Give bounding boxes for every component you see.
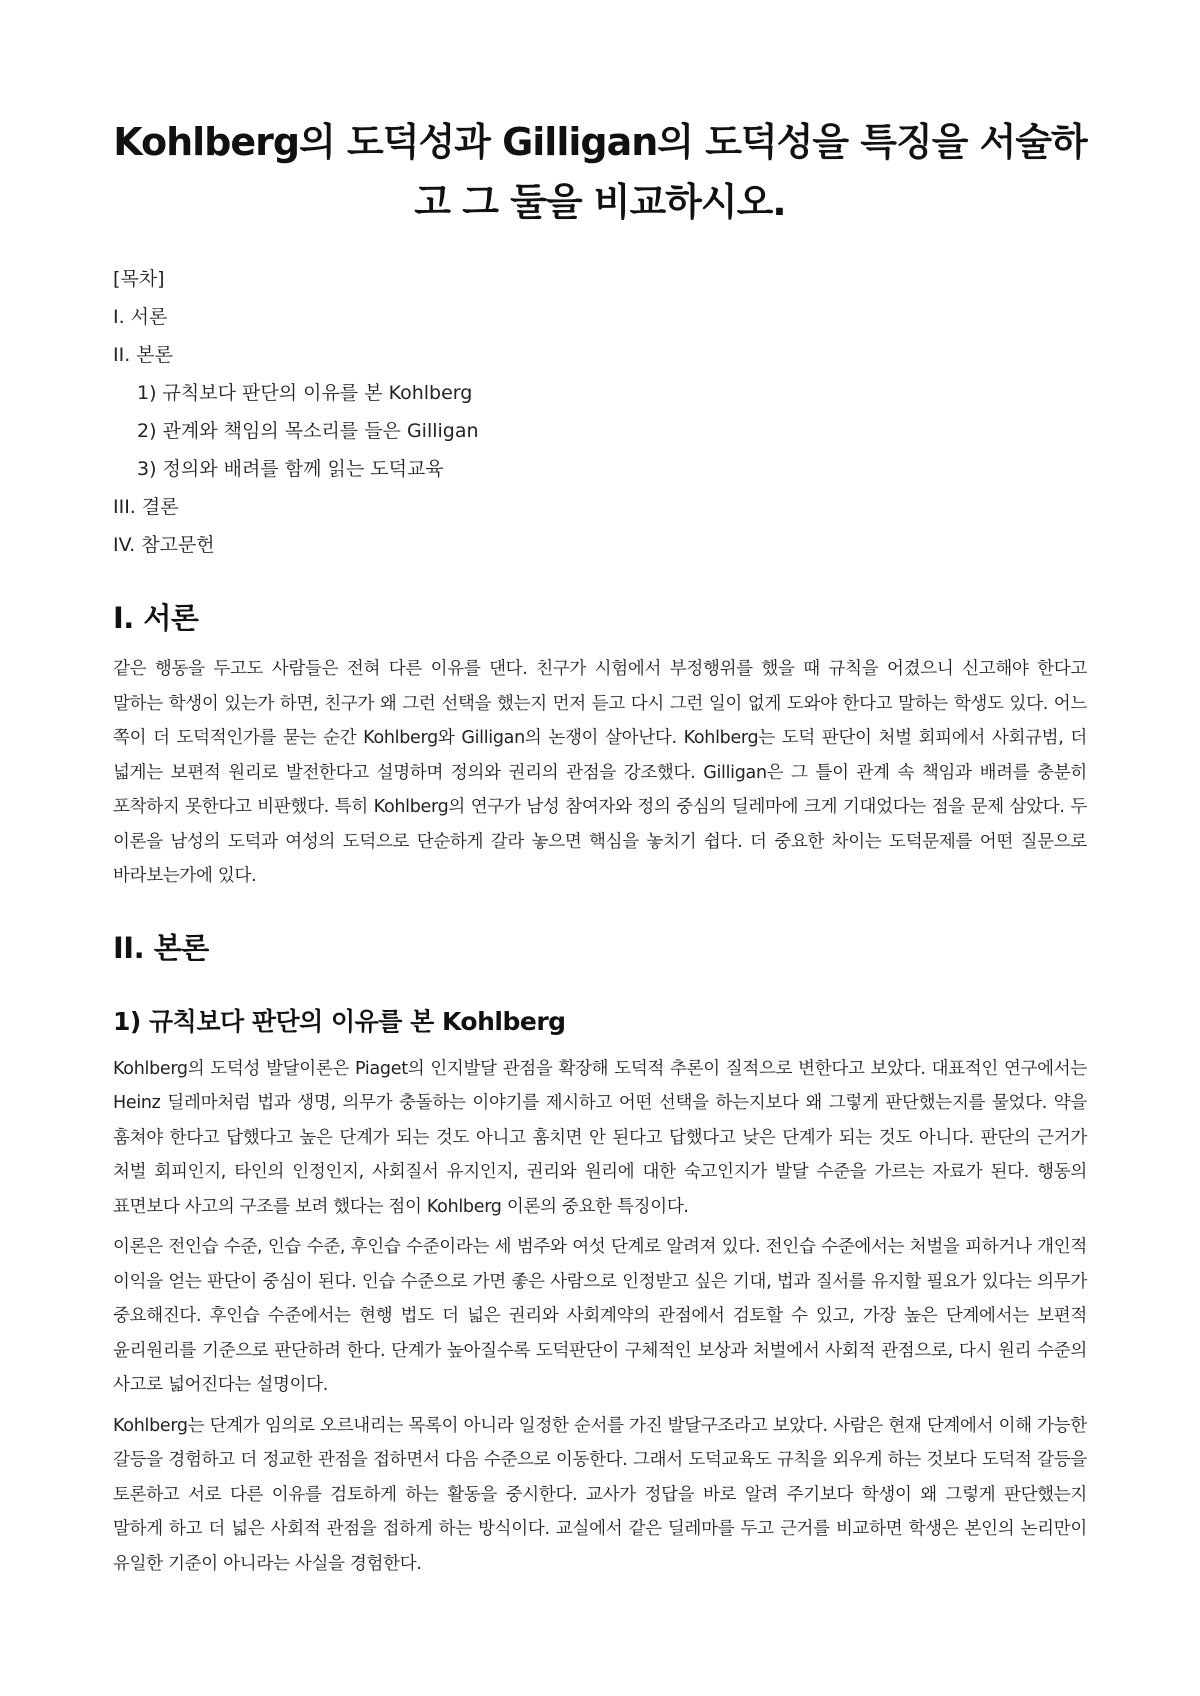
kohlberg-paragraph-1: Kohlberg의 도덕성 발달이론은 Piaget의 인지발달 관점을 확장해 도덕적 추론이 질적으로 변한다고 보았다. 대표적인 연구에서는 Heinz 딜레마처럼 법과 생명, 의무가 충돌하는 이야기를 제시하고 어떤 선택을 하는지보다 왜 그렇게 판단했는지를 물었다. 약을 훔쳐야 한다고 답했다고 높은 단계가 되는 것도 아니고 훔치면 안 된다고 답했다고 낮은 단계가 되는 것도 아니다. 판단의 근거가 처벌 회피인지, 타인의 인정인지, 사회질서 유지인지, 권리와 원리에 대한 숙고인지가 발달 수준을 가르는 자료가 된다. 행동의 표면보다 사고의 구조를 보려 했다는 점이 Kohlberg 이론의 중요한 특징이다.	[113, 1058, 1087, 1217]
document-title: Kohlberg의 도덕성과 Gilligan의 도덕성을 특징을 서술하고 그 둘을 비교하시오.	[113, 120, 1087, 224]
toc-label: [목차]	[113, 268, 165, 290]
toc-item-body: II. 본론	[113, 344, 173, 366]
toc-item-gilligan: 2) 관계와 책임의 목소리를 들은 Gilligan	[137, 420, 479, 442]
toc-item-moral-education: 3) 정의와 배려를 함께 읽는 도덕교육	[137, 458, 444, 480]
intro-paragraph: 같은 행동을 두고도 사람들은 전혀 다른 이유를 댄다. 친구가 시험에서 부정행위를 했을 때 규칙을 어겼으니 신고해야 한다고 말하는 학생이 있는가 하면, 친구가 왜 그런 선택을 했는지 먼저 듣고 다시 그런 일이 없게 도와야 한다고 말하는 학생도 있다. 어느 쪽이 더 도덕적인가를 묻는 순간 Kohlberg와 Gilligan의 논쟁이 살아난다. Kohlberg는 도덕 판단이 처벌 회피에서 사회규범, 더 넓게는 보편적 원리로 발전한다고 설명하며 정의와 권리의 관점을 강조했다. Gilligan은 그 틀이 관계 속 책임과 배려를 충분히 포착하지 못한다고 비판했다. 특히 Kohlberg의 연구가 남성 참여자와 정의 중심의 딜레마에 크게 기대었다는 점을 문제 삼았다. 두 이론을 남성의 도덕과 여성의 도덕으로 단순하게 갈라 놓으면 핵심을 놓치기 쉽다. 더 중요한 차이는 도덕문제를 어떤 질문으로 바라보는가에 있다.	[113, 659, 1087, 886]
kohlberg-paragraph-3: Kohlberg는 단계가 임의로 오르내리는 목록이 아니라 일정한 순서를 가진 발달구조라고 보았다. 사람은 현재 단계에서 이해 가능한 갈등을 경험하고 더 정교한 관점을 접하면서 다음 수준으로 이동한다. 그래서 도덕교육도 규칙을 외우게 하는 것보다 도덕적 갈등을 토론하고 서로 다른 이유를 검토하게 하는 활동을 중시한다. 교사가 정답을 바로 알려 주기보다 학생이 왜 그렇게 판단했는지 말하게 하고 더 넓은 사회적 관점을 접하게 하는 방식이다. 교실에서 같은 딜레마를 두고 근거를 비교하면 학생은 본인의 논리만이 유일한 기준이 아니라는 사실을 경험한다.	[113, 1415, 1087, 1574]
toc-item-references: IV. 참고문헌	[113, 534, 215, 556]
section-heading-body: II. 본론	[113, 930, 209, 965]
subsection-heading-kohlberg: 1) 규칙보다 판단의 이유를 본 Kohlberg	[113, 1006, 566, 1036]
toc-item-kohlberg: 1) 규칙보다 판단의 이유를 본 Kohlberg	[137, 382, 473, 404]
kohlberg-paragraph-2: 이론은 전인습 수준, 인습 수준, 후인습 수준이라는 세 범주와 여섯 단계로 알려져 있다. 전인습 수준에서는 처벌을 피하거나 개인적 이익을 얻는 판단이 중심이 된다. 인습 수준으로 가면 좋은 사람으로 인정받고 싶은 기대, 법과 질서를 유지할 필요가 있다는 의무가 중요해진다. 후인습 수준에서는 현행 법도 더 넓은 권리와 사회계약의 관점에서 검토할 수 있고, 가장 높은 단계에서는 보편적 윤리원리를 기준으로 판단하려 한다. 단계가 높아질수록 도덕판단이 구체적인 보상과 처벌에서 사회적 관점으로, 다시 원리 수준의 사고로 넓어진다는 설명이다.	[113, 1237, 1087, 1395]
toc-item-intro: I. 서론	[113, 306, 168, 328]
toc-item-conclusion: III. 결론	[113, 496, 179, 518]
table-of-contents	[113, 260, 1087, 564]
section-heading-intro: I. 서론	[113, 601, 199, 635]
